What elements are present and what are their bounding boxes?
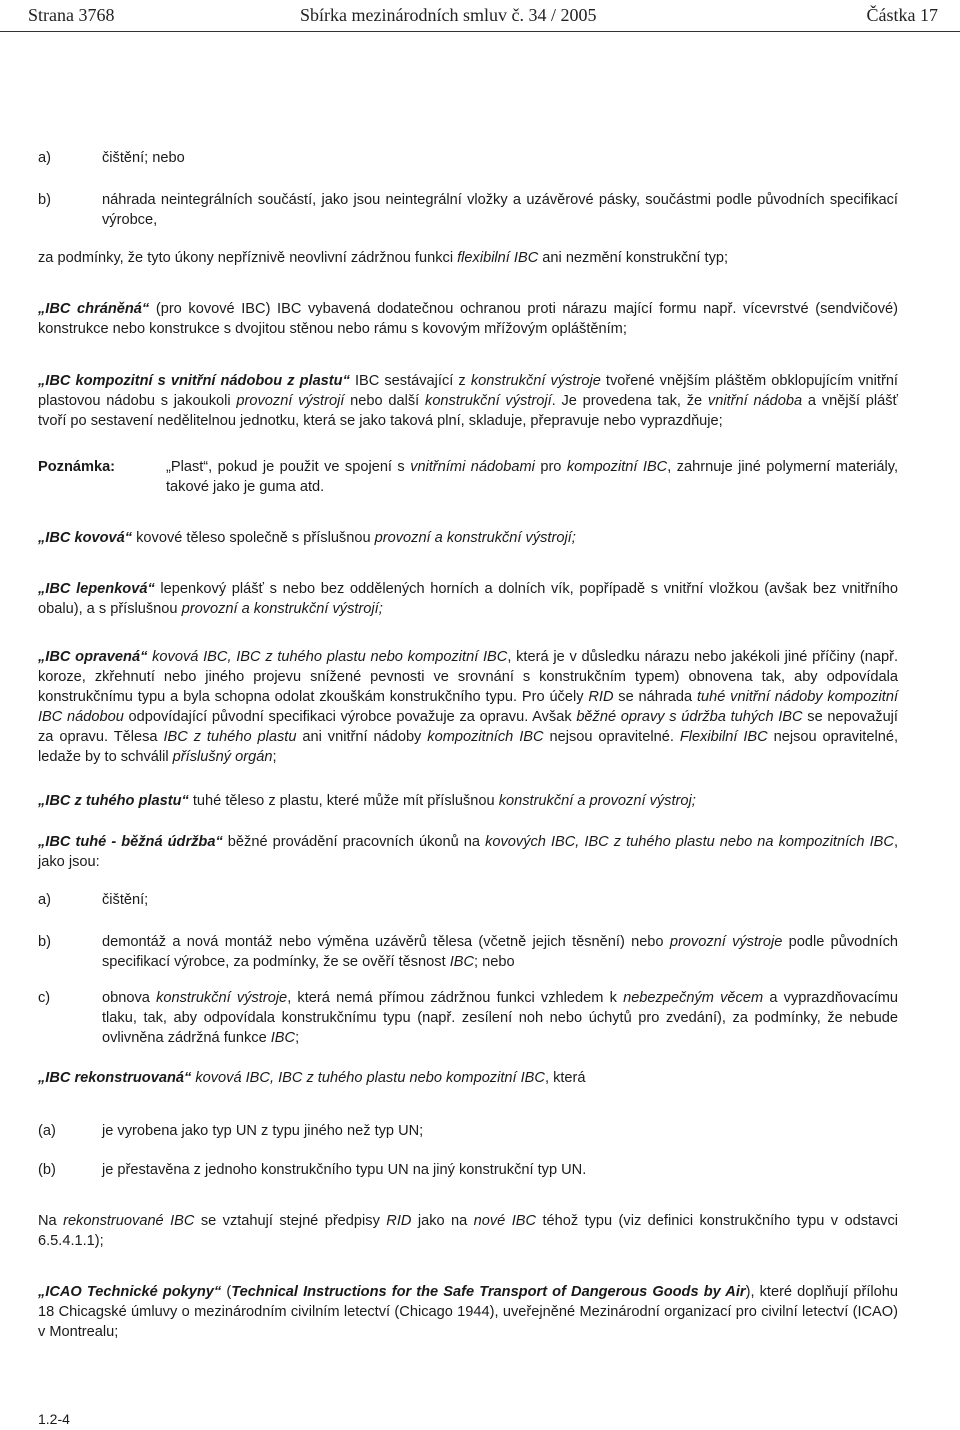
definition-bezna-udrzba: „IBC tuhé - běžná údržba“ běžné provádění pracovních úkonů na kovových IBC, IBC z tuhého plastu nebo na kompozitních IBC, jako jsou: <box>38 834 898 870</box>
definition-chranena: „IBC chráněná“ (pro kovové IBC) IBC vybavená dodatečnou ochranou proti nárazu mající formu např. vícevrstvé (sendvičové) konstrukce nebo konstrukce s dvojitou stěnou nebo rámu s kovovým mřížovým opláštěním; <box>38 301 899 337</box>
page-footer-number: 1.2-4 <box>38 1411 70 1427</box>
definition-lepenkova: „IBC lepenková“ lepenkový plášť s nebo bez oddělených horních a dolních vík, popřípadě s vnitřní vložkou (avšak bez vnitřního obalu), a s příslušnou provozní a konstrukční výstrojí; <box>38 581 898 617</box>
definition-opravena: „IBC opravená“ kovová IBC, IBC z tuhého plastu nebo kompozitní IBC, která je v důsledku nárazu nebo jakékoli jiné příčiny (např. koroze, zkřehnutí nebo jiného projevu snížené pevnosti ve srovnání s konstrukčním typem) obnovena tak, aby odpovídala konstrukčnímu typu a byla schopna odolat zkouškám konstrukčního typu. Pro účely RID se náhrada tuhé vnitřní nádoby kompozitní IBC nádobou odpovídající původní specifikaci výrobce považuje za opravu. Avšak běžné opravy s údržba tuhých IBC se nepovažují za opravu. Tělesa IBC z tuhého plastu ani vnitřní nádoby kompozitních IBC nejsou opravitelné. Flexibilní IBC nejsou opravitelné, ledaže by to schválil příslušný orgán; <box>38 649 898 765</box>
definition-tuheho-plastu: „IBC z tuhého plastu“ tuhé těleso z plastu, které může mít příslušnou konstrukční a provozní výstroj; <box>38 793 696 809</box>
definition-rekonstruovana: „IBC rekonstruovaná“ kovová IBC, IBC z tuhého plastu nebo kompozitní IBC, která <box>38 1070 586 1086</box>
collection-title: Sbírka mezinárodních smluv č. 34 / 2005 <box>300 5 597 25</box>
paragraph-condition: za podmínky, že tyto úkony nepříznivě neovlivní zádržnou funkci flexibilní IBC ani nezmění konstrukční typ; <box>38 250 729 266</box>
definition-kompozitni: „IBC kompozitní s vnitřní nádobou z plastu“ IBC sestávající z konstrukční výstroje tvořené vnějším pláštěm obklopujícím vnitřní plastovou nádobu s jakoukoli provozní výstrojí nebo další konstrukční výstrojí. Je provedena tak, že vnitřní nádoba a vnější plášť tvoří po sestavení nedělitelnou jednotku, která se jako taková plní, skladuje, přepravuje nebo vyprazdňuje; <box>38 373 898 429</box>
note-label: Poznámka: <box>38 459 116 475</box>
definition-icao: „ICAO Technické pokyny“ (Technical Instructions for the Safe Transport of Dangerous Goods by Air), které doplňují přílohu 18 Chicagské úmluvy o mezinárodním civilním letectví (Chicago 1944), uveřejněné Mezinárodní organizací pro civilní letectví (ICAO) v Montrealu; <box>38 1284 899 1340</box>
header-rule <box>0 31 960 32</box>
definition-kovova: „IBC kovová“ kovové těleso společně s příslušnou provozní a konstrukční výstrojí; <box>38 530 576 546</box>
page-number: Strana 3768 <box>28 5 115 25</box>
page-header <box>0 0 960 30</box>
note-text: „Plast“, pokud je použit ve spojení s vnitřními nádobami pro kompozitní IBC, zahrnuje jiné polymerní materiály, takové jako je guma atd. <box>166 459 899 495</box>
paragraph-rekonstruovane: Na rekonstruované IBC se vztahují stejné předpisy RID jako na nové IBC téhož typu (viz definici konstrukčního typu v odstavci 6.5.4.1.1); <box>38 1213 898 1249</box>
issue-number: Částka 17 <box>866 5 938 25</box>
